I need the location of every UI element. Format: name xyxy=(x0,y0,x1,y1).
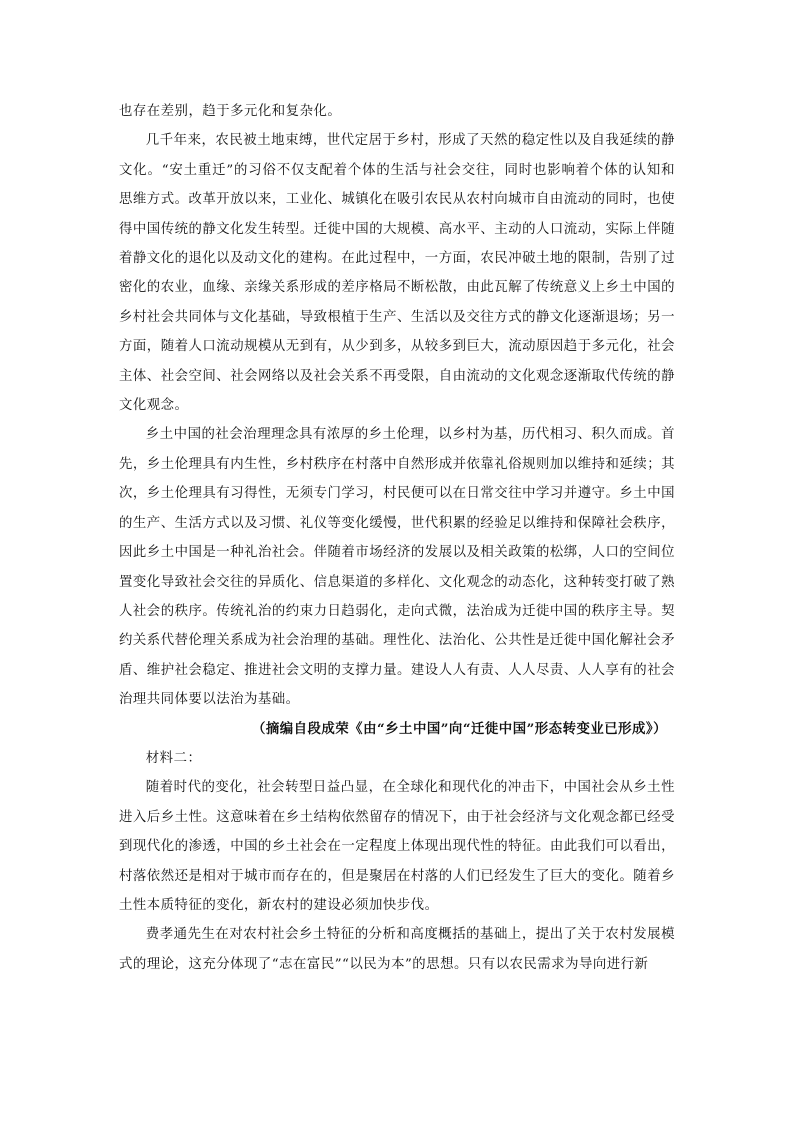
paragraph-governance: 乡土中国的社会治理理念具有浓厚的乡土伦理，以乡村为基，历代相习、积久而成。首先，乡土伦理具有内生性，乡村秩序在村落中自然形成并依靠礼俗规则加以维持和延续；其次，乡土伦理具有习得性，无须专门学习，村民便可以在日常交往中学习并遵守。乡土中国的生产、生活方式以及习惯、礼仪等变化缓慢，世代积累的经验足以维持和保障社会秩序，因此乡土中国是一种礼治社会。伴随着市场经济的发展以及相关政策的松绑，人口的空间位置变化导致社会交往的异质化、信息渠道的多样化、文化观念的动态化，这种转变打破了熟人社会的秩序。传统礼治的约束力日趋弱化，走向式微，法治成为迁徙中国的秩序主导。契约关系代替伦理关系成为社会治理的基础。理性化、法治化、公共性是迁徙中国化解社会矛盾、维护社会稳定、推进社会文明的支撑力量。建设人人有责、人人尽责、人人享有的社会治理共同体要以法治为基础。 xyxy=(119,427,675,708)
material-two-label: 材料二： xyxy=(145,750,202,766)
source-citation: （摘编自段成荣《由“乡土中国”向“迁徙中国”形态转变业已形成》） xyxy=(251,720,667,737)
paragraph-static-culture: 几千年来，农民被土地束缚，世代定居于乡村，形成了天然的稳定性以及自我延续的静文化。“安土重迁”的习俗不仅支配着个体的生活与社会交往，同时也影响着个体的认知和思维方式。改革开放以来，工业化、城镇化在吸引农民从农村向城市自由流动的同时，也使得中国传统的静文化发生转型。迁徙中国的大规模、高水平、主动的人口流动，实际上伴随着静文化的退化以及动文化的建构。在此过程中，一方面，农民冲破土地的限制，告别了过密化的农业，血缘、亲缘关系形成的差序格局不断松散，由此瓦解了传统意义上乡土中国的乡村社会共同体与文化基础，导致根植于生产、生活以及交往方式的静文化逐渐退场；另一方面，随着人口流动规模从无到有，从少到多，从较多到巨大，流动原因趋于多元化，社会主体、社会空间、社会网络以及社会关系不再受限，自由流动的文化观念逐渐取代传统的静文化观念。 xyxy=(119,133,675,414)
paragraph-fei-xiaotong: 费孝通先生在对农村社会乡土特征的分析和高度概括的基础上，提出了关于农村发展模式的理论，这充分体现了“志在富民”“以民为本”的思想。只有以农民需求为导向进行新 xyxy=(119,927,675,972)
paragraph-post-rural: 随着时代的变化，社会转型日益凸显，在全球化和现代化的冲击下，中国社会从乡土性进入后乡土性。这意味着在乡土结构依然留存的情况下，由于社会经济与文化观念都已经受到现代化的渗透，中国的乡土社会在一定程度上体现出现代性的特征。由此我们可以看出，村落依然还是相对于城市而存在的，但是聚居在村落的人们已经发生了巨大的变化。随着乡土性本质特征的变化，新农村的建设必须加快步伐。 xyxy=(119,780,675,913)
paragraph-continuation: 也存在差别，趋于多元化和复杂化。 xyxy=(119,104,342,119)
document-body xyxy=(119,97,675,979)
